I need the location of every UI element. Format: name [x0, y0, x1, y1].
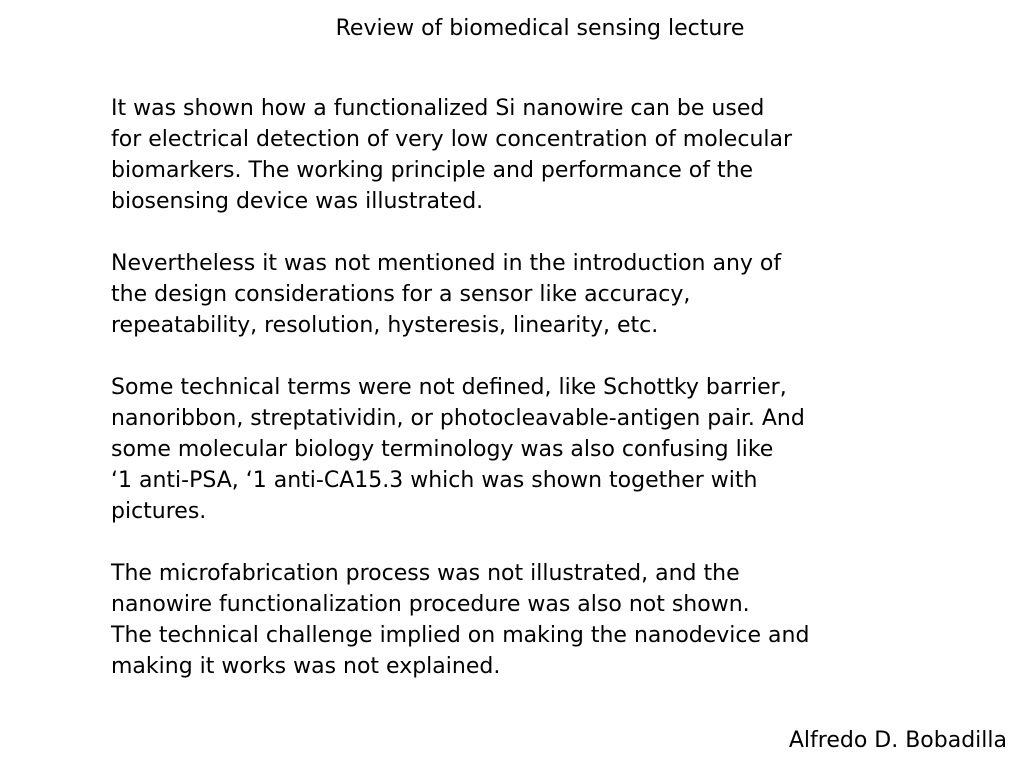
paragraph-design-considerations: Nevertheless it was not mentioned in the introduction any of the design considerations for a sensor like accuracy, repeatability, resolution, hysteresis, linearity, etc. [111, 251, 782, 338]
paragraph-working-principle: It was shown how a functionalized Si nanowire can be used for electrical detection of very low concentration of molecular biomarkers. The working principle and performance of the biosensing device was illustrated. [111, 96, 793, 214]
paragraph-technical-terms: Some technical terms were not defined, like Schottky barrier, nanoribbon, streptatividin, or photocleavable-antigen pair. And some molecular biology terminology was also confusing like ‘1 anti-PSA, ‘1 anti-CA15.3 which was shown together with pictures. [111, 375, 805, 524]
author-name: Alfredo D. Bobadilla [788, 728, 1007, 753]
paragraph-microfabrication: The microfabrication process was not illustrated, and the nanowire functionalization procedure was also not shown. The technical challenge implied on making the nanodevice and making it works was not explained. [111, 561, 810, 679]
slide-body [111, 93, 981, 682]
slide-title: Review of biomedical sensing lecture [335, 16, 745, 41]
